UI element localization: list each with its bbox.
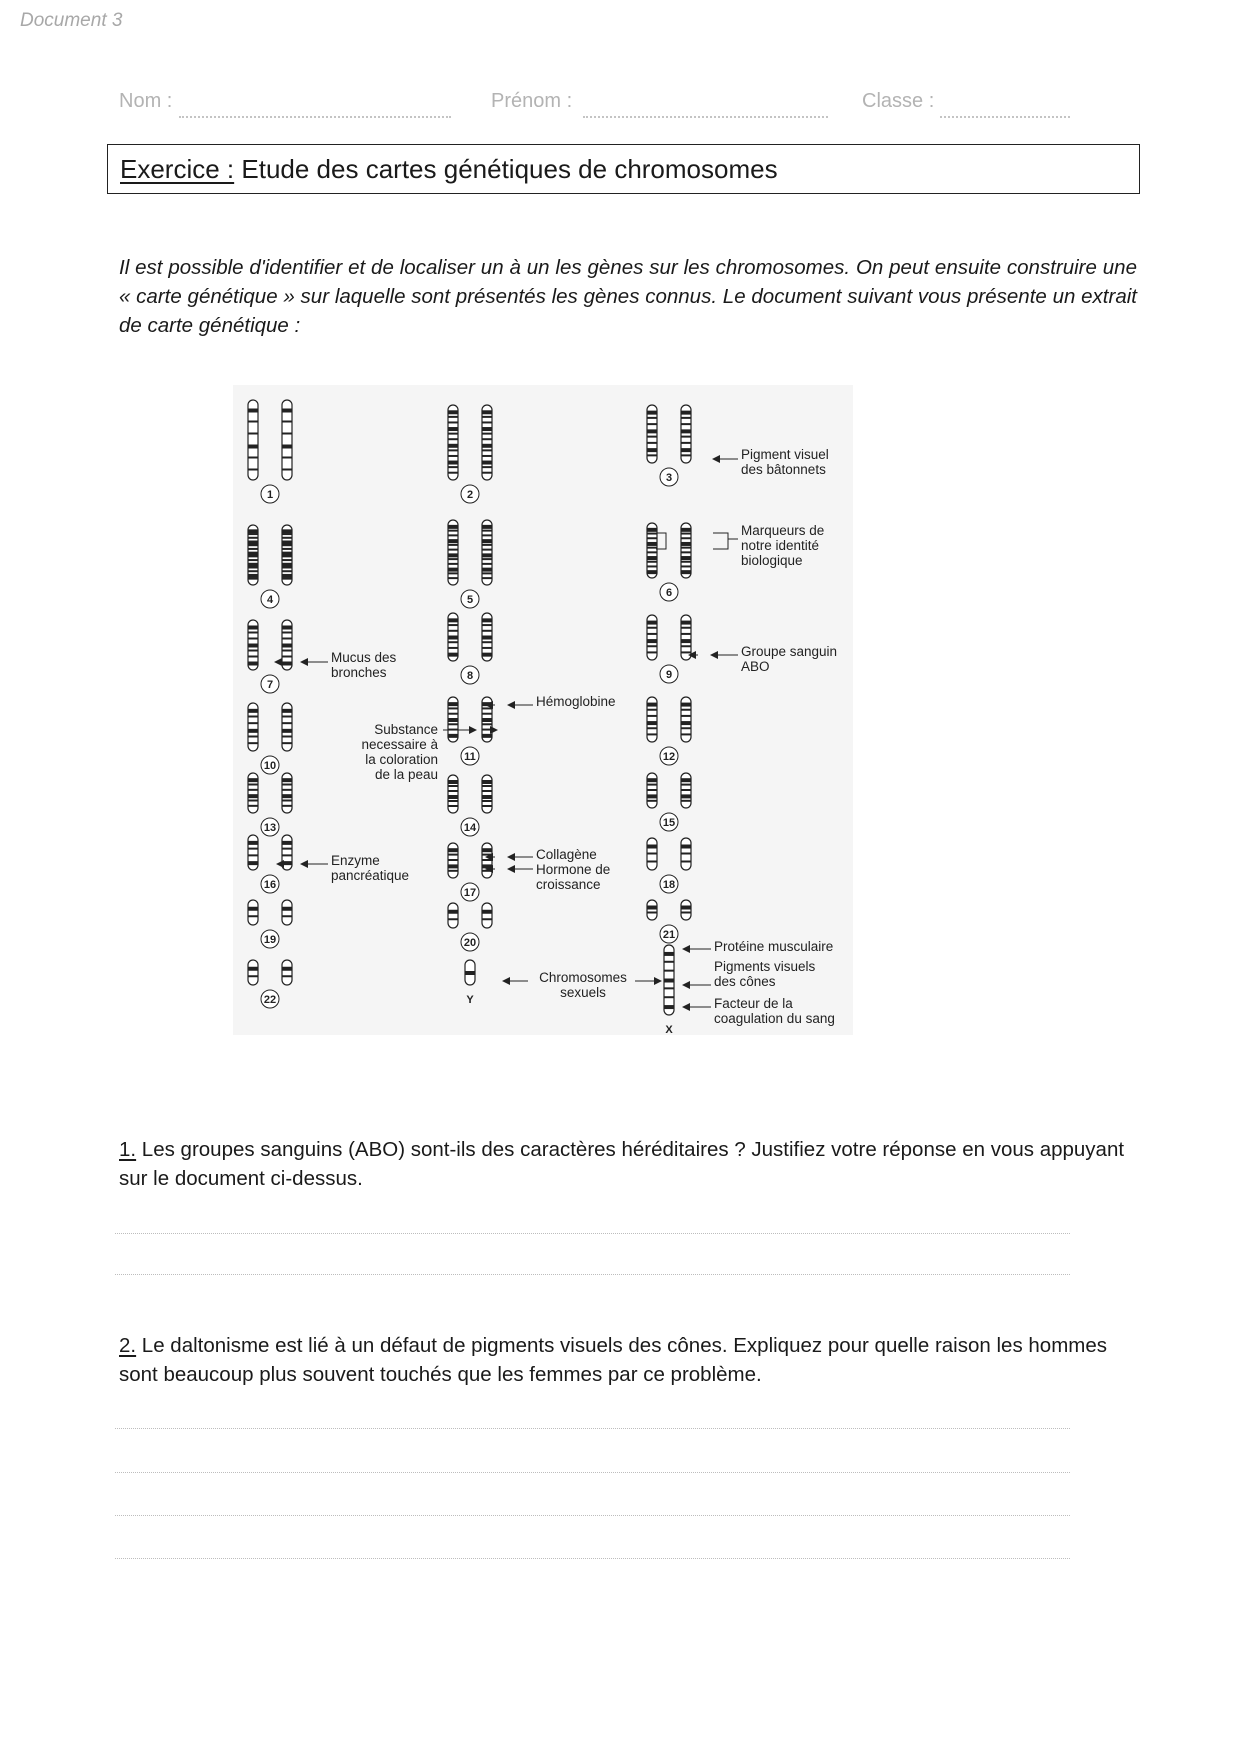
chromosome-4-a (248, 525, 258, 585)
chromosome-19-b (282, 900, 292, 925)
svg-text:17: 17 (463, 887, 477, 899)
label-chromosomes-sexuels-1: Chromosomes (539, 970, 627, 985)
chromosome-number-1 (261, 485, 279, 503)
answer-line-2-3[interactable] (115, 1515, 1070, 1516)
chromosome-Y (465, 960, 475, 985)
svg-text:Y: Y (466, 994, 474, 1006)
chromosome-2-a (448, 405, 458, 480)
classe-label: Classe : (862, 90, 935, 112)
nom-label: Nom : (119, 90, 173, 112)
chromosome-8-b (482, 613, 492, 661)
svg-text:10: 10 (263, 760, 277, 772)
chromosome-number-6 (660, 583, 678, 601)
answer-line-2-4[interactable] (115, 1558, 1070, 1559)
chromosome-5-b (482, 520, 492, 585)
chromosome-12-b (681, 697, 691, 742)
prenom-label: Prénom : (491, 90, 573, 112)
question-1 (119, 1135, 1139, 1193)
question-1-number: 1. (119, 1138, 137, 1161)
chromosome-number-5 (461, 590, 479, 608)
svg-text:3: 3 (665, 472, 673, 484)
chromosome-number-14 (461, 818, 479, 836)
chromosome-8-a (448, 613, 458, 661)
label-pigment-batonnets-2: des bâtonnets (741, 462, 826, 477)
chromosome-6-b (681, 523, 691, 578)
chromosome-22-a (248, 960, 258, 985)
chromosome-9-a (647, 615, 657, 660)
label-substance-1: Substance (374, 722, 438, 737)
svg-text:16: 16 (263, 879, 277, 891)
answer-line-2-1[interactable] (115, 1428, 1070, 1429)
chromosome-number-X (665, 1024, 673, 1035)
chromosome-16-b (282, 835, 292, 870)
chromosome-9-b (681, 615, 691, 660)
svg-text:2: 2 (466, 489, 474, 501)
chromosome-15-a (647, 773, 657, 808)
genetic-map-svg (233, 385, 853, 1035)
chromosome-number-3 (660, 468, 678, 486)
answer-line-1-2[interactable] (115, 1274, 1070, 1275)
chromosome-21-b (681, 900, 691, 920)
chromosome-1-a (248, 400, 258, 480)
question-2 (119, 1331, 1139, 1389)
answer-line-2-2[interactable] (115, 1472, 1070, 1473)
question-2-text: Le daltonisme est lié à un défaut de pigments visuels des cônes. Expliquez pour quelle raison les hommes sont beaucoup plus souvent touchés que les femmes par ce problème. (119, 1334, 1107, 1386)
chromosome-number-11 (461, 747, 479, 765)
chromosome-number-12 (660, 747, 678, 765)
label-pigments-cones-2: des cônes (714, 974, 776, 989)
chromosome-18-a (647, 838, 657, 870)
chromosome-21-a (647, 900, 657, 920)
chromosome-18-b (681, 838, 691, 870)
svg-text:6: 6 (665, 587, 673, 599)
label-hormone-1: Hormone de (536, 862, 611, 877)
chromosome-14-b (482, 775, 492, 813)
label-proteine-musculaire: Protéine musculaire (714, 939, 834, 954)
svg-text:14: 14 (463, 822, 477, 834)
chromosome-number-Y (466, 994, 474, 1006)
chromosome-11-a (448, 697, 458, 742)
label-hemoglobine: Hémoglobine (536, 694, 616, 709)
question-2-number: 2. (119, 1334, 137, 1357)
chromosome-number-15 (660, 813, 678, 831)
chromosome-number-16 (261, 875, 279, 893)
chromosome-1-b (282, 400, 292, 480)
intro-paragraph: Il est possible d'identifier et de localiser un à un les gènes sur les chromosomes. On peut ensuite construire une « carte génétique » sur laquelle sont présentés les gènes connus. Le document suivant vous présente un extrait de carte génétique : (119, 256, 1137, 337)
svg-text:18: 18 (662, 879, 676, 891)
chromosome-number-22 (261, 990, 279, 1008)
figure-background (233, 385, 853, 1035)
chromosome-10-b (282, 703, 292, 751)
chromosome-number-8 (461, 666, 479, 684)
svg-text:20: 20 (463, 937, 477, 949)
genetic-map-figure (233, 385, 853, 1035)
label-pigment-batonnets-1: Pigment visuel (741, 447, 829, 462)
chromosome-number-4 (261, 590, 279, 608)
chromosome-16-a (248, 835, 258, 870)
svg-text:13: 13 (263, 822, 277, 834)
label-enzyme-1: Enzyme (331, 853, 380, 868)
chromosome-20-b (482, 903, 492, 928)
chromosome-number-9 (660, 665, 678, 683)
chromosome-19-a (248, 900, 258, 925)
label-facteur-coagulation-1: Facteur de la (714, 996, 793, 1011)
chromosome-number-13 (261, 818, 279, 836)
label-groupe-sanguin-1: Groupe sanguin (741, 644, 838, 659)
chromosome-14-a (448, 775, 458, 813)
chromosome-10-a (248, 703, 258, 751)
chromosome-number-10 (261, 756, 279, 774)
chromosome-number-19 (261, 930, 279, 948)
svg-text:7: 7 (266, 679, 274, 691)
chromosome-17-a (448, 843, 458, 878)
label-mucus-1: Mucus des (331, 650, 397, 665)
chromosome-number-21 (660, 925, 678, 943)
chromosome-number-17 (461, 883, 479, 901)
chromosome-20-a (448, 903, 458, 928)
svg-text:21: 21 (662, 929, 676, 941)
label-enzyme-2: pancréatique (331, 868, 410, 883)
svg-text:4: 4 (266, 594, 274, 606)
classe-dotted-line (940, 116, 1070, 118)
label-facteur-coagulation-2: coagulation du sang (714, 1011, 835, 1026)
chromosome-17-b (482, 843, 492, 878)
chromosome-number-20 (461, 933, 479, 951)
answer-line-1-1[interactable] (115, 1233, 1070, 1234)
nom-dotted-line (179, 116, 451, 118)
chromosome-5-a (448, 520, 458, 585)
prenom-field[interactable] (491, 90, 572, 113)
label-pigments-cones-1: Pigments visuels (714, 959, 816, 974)
chromosome-3-b (681, 405, 691, 463)
svg-text:9: 9 (665, 669, 673, 681)
chromosome-13-b (282, 773, 292, 813)
svg-text:1: 1 (266, 489, 274, 501)
svg-text:5: 5 (466, 594, 474, 606)
chromosome-4-b (282, 525, 292, 585)
chromosome-X (664, 945, 674, 1015)
svg-text:15: 15 (662, 817, 676, 829)
classe-field[interactable] (862, 90, 934, 113)
chromosome-2-b (482, 405, 492, 480)
svg-text:19: 19 (263, 934, 277, 946)
label-mucus-2: bronches (331, 665, 387, 680)
chromosome-7-a (248, 620, 258, 670)
label-substance-3: la coloration (365, 752, 438, 767)
exercise-title-box (107, 144, 1140, 194)
exercise-title-prefix: Exercice : (120, 154, 235, 184)
label-substance-4: de la peau (374, 767, 438, 782)
chromosome-15-b (681, 773, 691, 808)
label-hormone-2: croissance (536, 877, 601, 892)
chromosome-12-a (647, 697, 657, 742)
label-marqueurs-1: Marqueurs de (741, 523, 825, 538)
document-label: Document 3 (20, 10, 123, 31)
chromosome-number-18 (660, 875, 678, 893)
chromosome-22-b (282, 960, 292, 985)
label-substance-2: necessaire à (361, 737, 438, 752)
label-collagene: Collagène (536, 847, 597, 862)
chromosome-6-a (647, 523, 657, 578)
svg-text:11: 11 (464, 751, 476, 763)
label-chromosomes-sexuels-2: sexuels (560, 985, 606, 1000)
chromosome-11-b (482, 697, 492, 742)
prenom-dotted-line (583, 116, 828, 118)
chromosome-number-2 (461, 485, 479, 503)
label-marqueurs-2: notre identité (741, 538, 820, 553)
svg-text:X: X (665, 1024, 673, 1035)
question-1-text: Les groupes sanguins (ABO) sont-ils des caractères héréditaires ? Justifiez votre réponse en vous appuyant sur le document ci-dessus. (119, 1138, 1125, 1190)
label-marqueurs-3: biologique (741, 553, 803, 568)
chromosome-3-a (647, 405, 657, 463)
label-groupe-sanguin-2: ABO (741, 659, 770, 674)
chromosome-number-7 (261, 675, 279, 693)
student-info-row (0, 90, 1240, 120)
exercise-title-text: Etude des cartes génétiques de chromosomes (241, 154, 778, 184)
chromosome-13-a (248, 773, 258, 813)
svg-text:22: 22 (263, 994, 277, 1006)
nom-field[interactable] (119, 90, 172, 113)
svg-text:12: 12 (662, 751, 676, 763)
svg-text:8: 8 (466, 670, 474, 682)
